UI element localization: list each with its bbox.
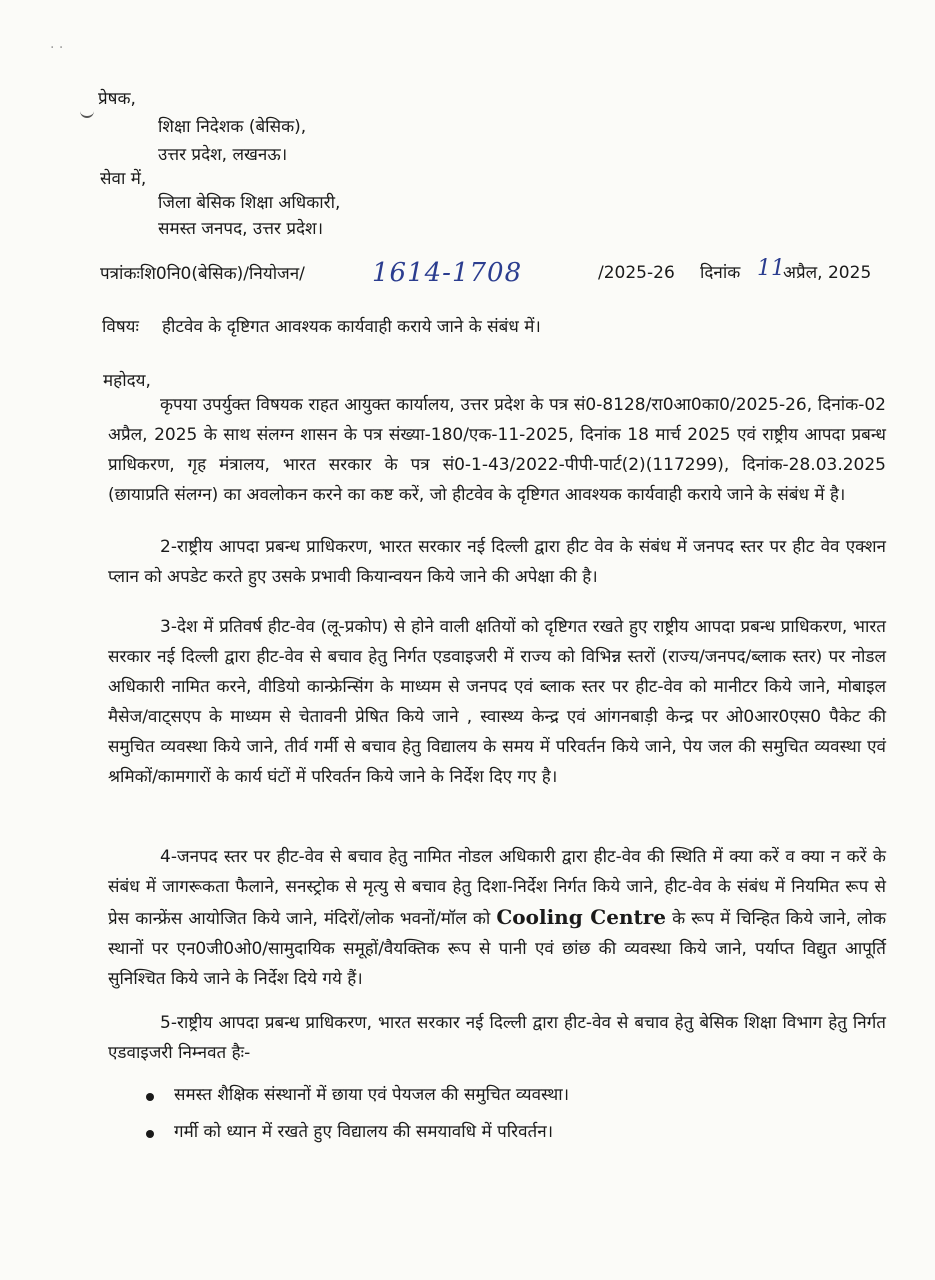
tick-mark: [80, 108, 94, 118]
paragraph-4-text-after: के रूप में चिन्हित किये जाने, लोक स्थानों पर एन0जी0ओ0/सामुदायिक समूहों/वैयक्तिक रूप से पानी एवं छांछ की व्यवस्था किये जाने, पर्याप्त विद्युत आपूर्ति सुनिश्चित किये जाने के निर्देश दिये गये हैं।: [108, 909, 887, 989]
paragraph-5: 5-राष्ट्रीय आपदा प्रबन्ध प्राधिकरण, भारत सरकार नई दिल्ली द्वारा हीट-वेव से बचाव हेतु बेसिक शिक्षा विभाग हेतु निर्गत एडवाइजरी निम्नवत हैः-: [108, 1013, 886, 1063]
date-day-handwritten: 11: [757, 256, 785, 281]
bullet-dot: [146, 1093, 154, 1101]
recipient-line1: जिला बेसिक शिक्षा अधिकारी,: [158, 193, 341, 213]
sender-line1: शिक्षा निदेशक (बेसिक),: [158, 117, 307, 137]
date-label: दिनांक: [700, 263, 741, 283]
paragraph-3: [108, 612, 886, 792]
paragraph-4: [108, 842, 886, 994]
sender-label: प्रेषक,: [98, 89, 136, 109]
scan-mark: · ·: [50, 40, 64, 56]
cooling-centre-term: Cooling Centre: [496, 905, 666, 929]
reference-prefix: पत्रांकःशि0नि0(बेसिक)/नियोजन/: [100, 264, 305, 284]
paragraph-2: 2-राष्ट्रीय आपदा प्रबन्ध प्राधिकरण, भारत सरकार नई दिल्ली द्वारा हीट वेव के संबंध में जनपद स्तर पर हीट वेव एक्शन प्लान को अपडेट करते हुए उसके प्रभावी कियान्वयन किये जाने की अपेक्षा की है।: [108, 537, 886, 587]
bullet-dot: [146, 1130, 154, 1138]
paragraph-3-text: 3-देश में प्रतिवर्ष हीट-वेव (लू-प्रकोप) से होने वाली क्षतियों को दृष्टिगत रखते हुए राष्ट्रीय आपदा प्रबन्ध प्राधिकरण, भारत सरकार नई दिल्ली द्वारा हीट-वेव से बचाव हेतु निर्गत एडवाइजरी में राज्य को विभिन्न स्तरों (राज्य/जनपद/ब्लाक स्तर) पर नोडल अधिकारी नामित करने, वीडियो कान्फ्रेन्सिंग के माध्यम से जनपद एवं ब्लाक स्तर पर हीट-वेव को मानीटर किये जाने, मोबाइल मैसेज/वाट्सएप के माध्यम से चेतावनी प्रेषित किये जाने , स्वास्थ्य केन्द्र एवं आंगनबाड़ी केन्द्र पर ओ0आर0एस0 पैकेट की समुचित व्यवस्था किये जाने, तीर्व गर्मी से बचाव हेतु विद्यालय के समय में परिवर्तन किये जाने, पेय जल की समुचित व्यवस्था एवं श्रमिकों/कामगारों के कार्य घंटों में परिवर्तन किये जाने के निर्देश दिए गए है।: [108, 617, 886, 787]
sender-line2: उत्तर प्रदेश, लखनऊ।: [158, 145, 288, 165]
bullet-item-2: गर्मी को ध्यान में रखते हुए विद्यालय की समयावधि में परिवर्तन।: [174, 1122, 554, 1142]
recipient-label: सेवा में,: [100, 169, 147, 189]
subject-text: हीटवेव के दृष्टिगत आवश्यक कार्यवाही कराये जाने के संबंध में।: [162, 317, 541, 337]
reference-number-handwritten: 1614-1708: [372, 258, 523, 288]
salutation: महोदय,: [103, 371, 151, 391]
recipient-line2: समस्त जनपद, उत्तर प्रदेश।: [158, 219, 324, 239]
paragraph-4-text-before: 4-जनपद स्तर पर हीट-वेव से बचाव हेतु नामित नोडल अधिकारी द्वारा हीट-वेव की स्थिति में क्या करें व क्या न करें के संबंध में जागरूकता फैलाने, सनस्ट्रोक से मृत्यु से बचाव हेतु दिशा-निर्देश निर्गत किये जाने, हीट-वेव के संबंध में नियमित रूप से प्रेस कान्फ्रेंस आयोजित किये जाने, मंदिरों/लोक भवनों/मॉल को: [108, 847, 886, 929]
paragraph-1: कृपया उपर्युक्त विषयक राहत आयुक्त कार्यालय, उत्तर प्रदेश के पत्र सं0-8128/रा0आ0का0/2025-26, दिनांक-02 अप्रैल, 2025 के साथ संलग्न शासन के पत्र संख्या-180/एक-11-2025, दिनांक 18 मार्च 2025 एवं राष्ट्रीय आपदा प्रबन्ध प्राधिकरण, गृह मंत्रालय, भारत सरकार के पत्र सं0-1-43/2022-पीपी-पार्ट(2)(117299), दिनांक-28.03.2025 (छायाप्रति संलग्न) का अवलोकन करने का कष्ट करें, जो हीटवेव के दृष्टिगत आवश्यक कार्यवाही कराये जाने के संबंध में है।: [108, 395, 886, 505]
bullet-item-1: समस्त शैक्षिक संस्थानों में छाया एवं पेयजल की समुचित व्यवस्था।: [174, 1085, 570, 1105]
subject-label: विषयः: [102, 317, 139, 337]
reference-year: /2025-26: [598, 263, 675, 283]
date-rest: अप्रैल, 2025: [783, 263, 872, 283]
